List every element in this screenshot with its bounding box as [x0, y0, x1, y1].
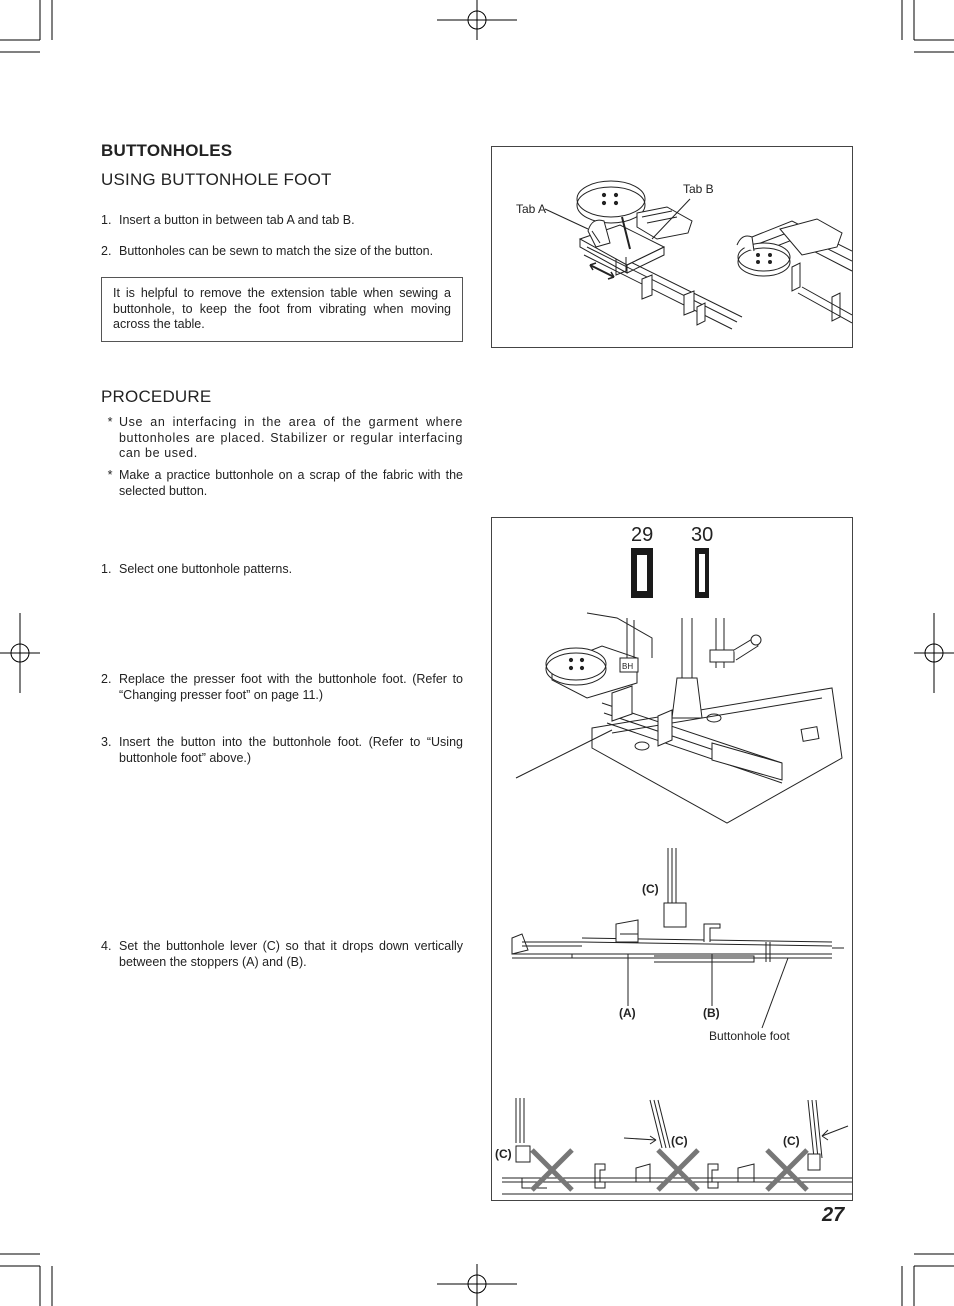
tab-a-label: Tab A — [516, 202, 547, 216]
pattern-29-icon — [631, 548, 653, 598]
procedure-step-4: 4. Set the buttonhole lever (C) so that it drops down vertically between the stoppers (A) and (B). — [101, 939, 463, 969]
machine-foot-illustration — [516, 613, 842, 823]
pattern-29-number: 29 — [631, 524, 654, 546]
wrong-mark-crosses — [532, 1150, 807, 1190]
registration-bottom — [437, 1264, 517, 1306]
procedure-bullet-1: * Use an interfacing in the area of the garment where buttonholes are placed. Stabilizer or regular interfacing can be used. — [107, 415, 463, 460]
stopper-a-label: (A) — [619, 1006, 636, 1020]
pattern-30-number: 30 — [691, 524, 714, 546]
registration-top — [437, 0, 517, 40]
procedure-step-2: 2. Replace the presser foot with the buttonhole foot. (Refer to “Changing presser foot” on page 11.) — [101, 672, 463, 702]
pattern-30-icon — [695, 548, 709, 598]
registration-right — [914, 613, 954, 693]
procedure-step-3: 3. Insert the button into the buttonhole foot. (Refer to “Using buttonhole foot” above.) — [101, 735, 463, 765]
figure-procedure — [491, 517, 853, 1201]
lever-c-label: (C) — [642, 882, 659, 896]
section-subtitle: USING BUTTONHOLE FOOT — [101, 170, 332, 189]
note-text: It is helpful to remove the extension table when sewing a buttonhole, to keep the foot from vibrating when moving across the table. — [113, 286, 451, 331]
foot-mark-bh: BH — [622, 662, 634, 671]
buttonhole-foot-illustration — [492, 147, 852, 347]
wrong-c-label-3: (C) — [783, 1134, 800, 1148]
page-number: 27 — [822, 1204, 845, 1226]
wrong-c-label-2: (C) — [671, 1134, 688, 1148]
foot-step-1: 1. Insert a button in between tab A and tab B. — [101, 213, 355, 227]
procedure-title: PROCEDURE — [101, 387, 212, 406]
figure-buttonhole-foot — [491, 146, 853, 348]
procedure-illustrations — [492, 518, 852, 1200]
section-title: BUTTONHOLES — [101, 141, 233, 160]
tab-b-label: Tab B — [683, 182, 714, 196]
stopper-b-label: (B) — [703, 1006, 720, 1020]
procedure-step-1: 1. Select one buttonhole patterns. — [101, 562, 293, 576]
procedure-bullet-2: * Make a practice buttonhole on a scrap of the fabric with the selected button. — [107, 468, 463, 498]
foot-step-2: 2. Buttonholes can be sewn to match the size of the button. — [101, 244, 434, 258]
foot-side-view — [512, 848, 844, 1028]
registration-left — [0, 613, 40, 693]
wrong-c-label-1: (C) — [495, 1147, 512, 1161]
note-box — [101, 277, 463, 342]
buttonhole-foot-label: Buttonhole foot — [709, 1029, 790, 1043]
